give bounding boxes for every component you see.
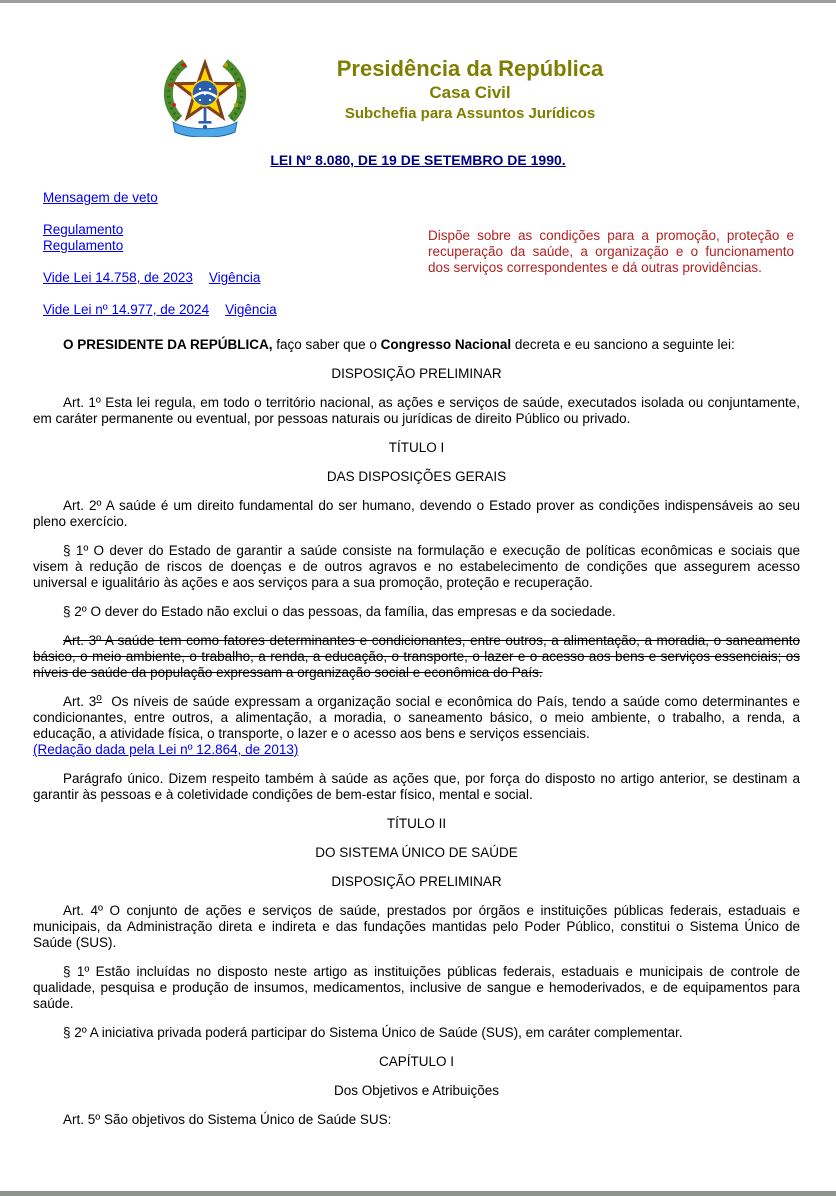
vigencia-link-2[interactable]: Vigência: [225, 302, 277, 317]
article-3-paragrafo-unico: Parágrafo único. Dizem respeito também à saúde as ações que, por força do disposto no artigo anterior, se destinam a garantir às pessoas e à coletividade condições de bem-estar físico, mental e social.: [33, 771, 800, 802]
org-title-presidencia: Presidência da República: [336, 56, 604, 81]
regulamento-link-2[interactable]: Regulamento: [43, 238, 124, 253]
heading-dos-objetivos: Dos Objetivos e Atribuições: [333, 1083, 500, 1098]
preamble-president-bold: O PRESIDENTE DA REPÚBLICA,: [63, 337, 273, 352]
article-4-paragraph-2: § 2º A iniciativa privada poderá participar do Sistema Único de Saúde (SUS), em caráter complementar.: [63, 1025, 683, 1040]
preamble-text-2: decreta e eu sanciono a seguinte lei:: [511, 337, 735, 352]
heading-do-sistema-unico: DO SISTEMA ÚNICO DE SAÚDE: [315, 845, 518, 860]
mensagem-de-veto-link[interactable]: Mensagem de veto: [43, 190, 158, 205]
heading-titulo-i: TÍTULO I: [388, 440, 445, 455]
article-2-paragraph-1: § 1º O dever do Estado de garantir a saúde consiste na formulação e execução de políticas econômicas e sociais que visem à redução de riscos de doenças e de outros agravos e no estabelecimento de condições que assegurem acesso universal e igualitário às ações e aos serviços para a sua promoção, proteção e recuperação.: [33, 543, 800, 590]
article-4-paragraph-1: § 1º Estão incluídas no disposto neste artigo as instituições públicas federais, estaduais e municipais de controle de qualidade, pesquisa e produção de insumos, medicamentos, inclusive de sangue e hemoderivados, e de equipamentos para saúde.: [33, 964, 800, 1011]
window-bottom-border: [0, 1191, 836, 1196]
regulamento-link-1[interactable]: Regulamento: [43, 222, 124, 237]
preamble-congresso-bold: Congresso Nacional: [380, 337, 512, 352]
preamble-text-1: faço saber que o: [272, 337, 381, 352]
vide-lei-14758-link[interactable]: Vide Lei 14.758, de 2023: [43, 270, 193, 285]
law-body: [33, 324, 800, 1128]
link-row-vide-2024: [43, 302, 836, 318]
heading-capitulo-i: CAPÍTULO I: [378, 1054, 454, 1069]
vide-lei-14977-link[interactable]: Vide Lei nº 14.977, de 2024: [43, 302, 210, 317]
article-1: Art. 1º Esta lei regula, em todo o território nacional, as ações e serviços de saúde, executados isolada ou conjuntamente, em caráter permanente ou eventual, por pessoas naturais ou jurídicas de direito Público ou privado.: [33, 395, 800, 426]
law-title-link[interactable]: LEI Nº 8.080, DE 19 DE SETEMBRO DE 1990.: [270, 152, 566, 168]
heading-disposicao-preliminar-2: DISPOSIÇÃO PRELIMINAR: [331, 874, 502, 889]
heading-disposicao-preliminar-1: DISPOSIÇÃO PRELIMINAR: [331, 366, 502, 381]
article-2-paragraph-2: § 2º O dever do Estado não exclui o das pessoas, da família, das empresas e da sociedade.: [63, 604, 616, 619]
heading-titulo-ii: TÍTULO II: [386, 816, 447, 831]
article-3-ordinal: o: [96, 692, 102, 704]
article-3-revoked: Art. 3º A saúde tem como fatores determinantes e condicionantes, entre outros, a alimentação, a moradia, o saneamento básico, o meio ambiente, o trabalho, a renda, a educação, o transporte, o lazer e o acesso aos bens e serviços essenciais; os níveis de saúde da população expressam a organização social e econômica do País.: [33, 633, 800, 680]
link-row-veto: [43, 190, 836, 206]
org-title-casa-civil: Casa Civil: [429, 83, 511, 102]
law-title: [0, 152, 836, 168]
preamble: [33, 337, 800, 353]
law-summary-ementa: Dispõe sobre as condições para a promoção, proteção e recuperação da saúde, a organização e o funcionamento dos serviços correspondentes e dá outras providências.: [428, 228, 794, 275]
vigencia-link-1[interactable]: Vigência: [208, 270, 261, 285]
article-3-current: [33, 694, 800, 758]
redacao-lei-12864-link[interactable]: (Redação dada pela Lei nº 12.864, de 2013): [33, 742, 299, 757]
article-3-text: Os níveis de saúde expressam a organização social e econômica do País, tendo a saúde como determinantes e condicionantes, entre outros, a alimentação, a moradia, o saneamento básico, o meio ambiente, o trabalho, a renda, a educação, a atividade física, o transporte, o lazer e o acesso aos bens e serviços essenciais.: [33, 694, 800, 741]
header: [0, 0, 836, 137]
article-5: Art. 5º São objetivos do Sistema Único de Saúde SUS:: [63, 1112, 392, 1127]
heading-das-disposicoes-gerais: DAS DISPOSIÇÕES GERAIS: [326, 469, 507, 484]
org-title-subchefia: Subchefia para Assuntos Jurídicos: [344, 105, 596, 122]
article-4: Art. 4º O conjunto de ações e serviços de saúde, prestados por órgãos e instituições públicas federais, estaduais e municipais, da Administração direta e indireta e das fundações mantidas pelo Poder Público, constitui o Sistema Único de Saúde (SUS).: [33, 903, 800, 950]
article-3-number: Art. 3: [63, 694, 97, 709]
brazil-coat-of-arms-icon: [155, 45, 255, 137]
article-2: Art. 2º A saúde é um direito fundamental do ser humano, devendo o Estado prover as condições indispensáveis ao seu pleno exercício.: [33, 498, 800, 529]
